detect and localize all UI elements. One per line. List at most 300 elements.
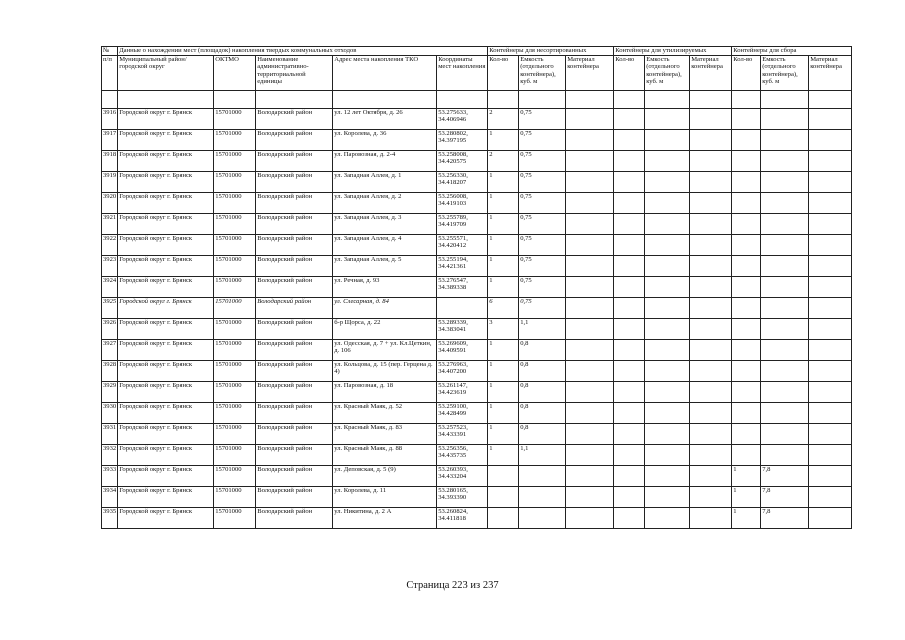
cell-recycle-material (690, 424, 732, 445)
cell-oktmo: 15701000 (214, 487, 256, 508)
cell-recycle-count (614, 403, 645, 424)
header-bulky-containers: Контейнеры для несортированных (488, 47, 614, 56)
cell-municipality: Городской округ г. Брянск (118, 508, 214, 529)
cell-coords: 53.260824, 34.411818 (437, 508, 488, 529)
cell-recycle-material (690, 193, 732, 214)
cell-oktmo: 15701000 (214, 466, 256, 487)
cell-municipality: Городской округ г. Брянск (118, 172, 214, 193)
cell-address: ул. Западная Аллея, д. 5 (333, 256, 437, 277)
cell-municipality: Городской округ г. Брянск (118, 277, 214, 298)
cell-bulky-count: 1 (488, 340, 519, 361)
cell-address: ул. Западная Аллея, д. 3 (333, 214, 437, 235)
cell-bulky-material (566, 130, 614, 151)
cell-oktmo: 15701000 (214, 424, 256, 445)
cell-address: ул. Западная Аллея, д. 2 (333, 193, 437, 214)
cell-collect-count (732, 193, 761, 214)
cell-collect-capacity (761, 382, 809, 403)
table-row (102, 277, 852, 298)
cell-collect-count (732, 109, 761, 130)
cell-oktmo: 15701000 (214, 172, 256, 193)
cell-oktmo: 15701000 (214, 340, 256, 361)
cell-coords: 53.257523, 34.433391 (437, 424, 488, 445)
cell-admin-unit: Володарский район (256, 424, 333, 445)
cell-recycle-count (614, 130, 645, 151)
col-bulky-material: Материал контейнера (566, 56, 614, 91)
cell-collect-count (732, 340, 761, 361)
cell-bulky-capacity: 0,8 (519, 382, 566, 403)
cell-bulky-material (566, 235, 614, 256)
cell-recycle-count (614, 466, 645, 487)
cell-municipality: Городской округ г. Брянск (118, 466, 214, 487)
cell-recycle-count (614, 382, 645, 403)
cell-num: 3922 (102, 235, 118, 256)
cell-address: ул. Красный Маяк, д. 88 (333, 445, 437, 466)
cell-address: ул. Красный Маяк, д. 52 (333, 403, 437, 424)
cell-address: ул. Кольцова, д. 15 (пер. Герцена д. 4) (333, 361, 437, 382)
cell-bulky-material (566, 340, 614, 361)
cell-oktmo: 15701000 (214, 235, 256, 256)
cell-bulky-capacity (519, 508, 566, 529)
cell-num: 3916 (102, 109, 118, 130)
cell-coords: 53.289339, 34.383041 (437, 319, 488, 340)
cell-collect-material (809, 445, 852, 466)
table-row (102, 487, 852, 508)
cell-collect-count (732, 277, 761, 298)
table-row (102, 340, 852, 361)
cell-address: ул. Красный Маяк, д. 83 (333, 424, 437, 445)
cell-oktmo: 15701000 (214, 508, 256, 529)
cell-bulky-material (566, 319, 614, 340)
cell-municipality: Городской округ г. Брянск (118, 298, 214, 319)
cell-bulky-count (488, 508, 519, 529)
cell-coords: 53.256356, 34.435735 (437, 445, 488, 466)
cell-municipality: Городской округ г. Брянск (118, 424, 214, 445)
cell-recycle-material (690, 214, 732, 235)
cell-recycle-material (690, 487, 732, 508)
col-admin-unit: Наименование административно-территориальной единицы (256, 56, 333, 91)
cell-recycle-capacity (645, 361, 690, 382)
cell-collect-material (809, 319, 852, 340)
cell-recycle-material (690, 340, 732, 361)
cell-bulky-count (488, 487, 519, 508)
cell-recycle-capacity (645, 193, 690, 214)
cell-municipality: Городской округ г. Брянск (118, 445, 214, 466)
cell-num: 3931 (102, 424, 118, 445)
cell-admin-unit: Володарский район (256, 361, 333, 382)
col-collect-material: Материал контейнера (809, 56, 852, 91)
cell-collect-capacity (761, 445, 809, 466)
cell-address: ул. Западная Аллея, д. 1 (333, 172, 437, 193)
cell-municipality: Городской округ г. Брянск (118, 361, 214, 382)
cell-collect-count (732, 172, 761, 193)
cell-bulky-capacity: 0,8 (519, 424, 566, 445)
cell-collect-count (732, 319, 761, 340)
cell-address: ул. Королева, д. 11 (333, 487, 437, 508)
cell-collect-material (809, 193, 852, 214)
cell-num: 3929 (102, 382, 118, 403)
cell-collect-capacity (761, 235, 809, 256)
cell-collect-capacity (761, 130, 809, 151)
cell-coords: 53.280802, 34.397195 (437, 130, 488, 151)
cell-admin-unit: Володарский район (256, 319, 333, 340)
cell-recycle-count (614, 340, 645, 361)
cell-admin-unit: Володарский район (256, 256, 333, 277)
cell-bulky-capacity: 0,75 (519, 298, 566, 319)
col-collect-count: Кол-во (732, 56, 761, 91)
cell-oktmo: 15701000 (214, 151, 256, 172)
cell-bulky-material (566, 445, 614, 466)
cell-coords: 53.256330, 34.418207 (437, 172, 488, 193)
cell-collect-capacity (761, 256, 809, 277)
cell-collect-material (809, 508, 852, 529)
cell-collect-material (809, 298, 852, 319)
cell-admin-unit: Володарский район (256, 214, 333, 235)
cell-recycle-count (614, 319, 645, 340)
cell-admin-unit: Володарский район (256, 403, 333, 424)
cell-recycle-material (690, 445, 732, 466)
cell-num: 3925 (102, 298, 118, 319)
cell-collect-count (732, 151, 761, 172)
cell-collect-capacity (761, 403, 809, 424)
cell-oktmo: 15701000 (214, 403, 256, 424)
cell-recycle-count (614, 151, 645, 172)
cell-municipality: Городской округ г. Брянск (118, 487, 214, 508)
cell-coords: 53.276547, 34.389338 (437, 277, 488, 298)
cell-collect-count (732, 382, 761, 403)
cell-admin-unit: Володарский район (256, 340, 333, 361)
cell-bulky-count: 1 (488, 256, 519, 277)
cell-bulky-count: 1 (488, 382, 519, 403)
col-recycle-count: Кол-во (614, 56, 645, 91)
table-row (102, 109, 852, 130)
cell-coords: 53.269609, 34.409591 (437, 340, 488, 361)
header-row-columns (102, 56, 852, 91)
col-recycle-material: Материал контейнера (690, 56, 732, 91)
cell-recycle-capacity (645, 445, 690, 466)
cell-collect-count: 1 (732, 508, 761, 529)
cell-collect-count (732, 424, 761, 445)
table-row (102, 424, 852, 445)
cell-bulky-material (566, 298, 614, 319)
cell-collect-capacity (761, 277, 809, 298)
cell-admin-unit: Володарский район (256, 172, 333, 193)
cell-bulky-capacity (519, 487, 566, 508)
cell-recycle-count (614, 214, 645, 235)
cell-collect-material (809, 277, 852, 298)
cell-address: ул. Слесарная, д. 84 (333, 298, 437, 319)
cell-collect-capacity (761, 340, 809, 361)
cell-bulky-capacity: 0,75 (519, 235, 566, 256)
cell-recycle-material (690, 235, 732, 256)
cell-recycle-capacity (645, 487, 690, 508)
table-row (102, 214, 852, 235)
cell-collect-material (809, 130, 852, 151)
cell-collect-count (732, 298, 761, 319)
header-place-data: Данные о нахождении мест (площадок) накопления твердых коммунальных отходов (118, 47, 488, 56)
table-row (102, 382, 852, 403)
cell-recycle-material (690, 361, 732, 382)
cell-bulky-material (566, 403, 614, 424)
cell-num: 3927 (102, 340, 118, 361)
col-bulky-count: Кол-во (488, 56, 519, 91)
cell-collect-material (809, 256, 852, 277)
cell-collect-count (732, 130, 761, 151)
cell-num: 3930 (102, 403, 118, 424)
cell-num: 3935 (102, 508, 118, 529)
cell-recycle-material (690, 319, 732, 340)
cell-coords: 53.275633, 34.406946 (437, 109, 488, 130)
cell-recycle-capacity (645, 172, 690, 193)
col-oktmo: ОКТМО (214, 56, 256, 91)
cell-recycle-material (690, 466, 732, 487)
cell-bulky-material (566, 277, 614, 298)
cell-collect-material (809, 361, 852, 382)
cell-bulky-count: 1 (488, 130, 519, 151)
cell-num: 3926 (102, 319, 118, 340)
cell-collect-capacity: 7,8 (761, 466, 809, 487)
cell-collect-capacity (761, 109, 809, 130)
page-number: Страница 223 из 237 (406, 580, 499, 591)
cell-recycle-count (614, 235, 645, 256)
cell-oktmo: 15701000 (214, 214, 256, 235)
cell-bulky-capacity: 0,75 (519, 256, 566, 277)
cell-bulky-capacity (519, 466, 566, 487)
cell-num: 3932 (102, 445, 118, 466)
cell-admin-unit: Володарский район (256, 466, 333, 487)
col-address: Адрес места накопления ТКО (333, 56, 437, 91)
cell-recycle-count (614, 424, 645, 445)
table-row (102, 256, 852, 277)
cell-collect-capacity (761, 214, 809, 235)
cell-oktmo: 15701000 (214, 319, 256, 340)
cell-address: ул. Паровозная, д. 18 (333, 382, 437, 403)
cell-municipality: Городской округ г. Брянск (118, 382, 214, 403)
cell-coords: 53.255571, 34.420412 (437, 235, 488, 256)
cell-bulky-material (566, 214, 614, 235)
cell-collect-count (732, 235, 761, 256)
cell-recycle-capacity (645, 151, 690, 172)
cell-bulky-capacity: 0,75 (519, 214, 566, 235)
cell-municipality: Городской округ г. Брянск (118, 340, 214, 361)
table-row (102, 235, 852, 256)
cell-num: 3933 (102, 466, 118, 487)
cell-admin-unit: Володарский район (256, 235, 333, 256)
cell-bulky-count: 1 (488, 445, 519, 466)
cell-coords: 53.260393, 34.433204 (437, 466, 488, 487)
cell-recycle-capacity (645, 256, 690, 277)
cell-num: 3928 (102, 361, 118, 382)
cell-collect-material (809, 172, 852, 193)
table-row (102, 319, 852, 340)
cell-bulky-count (488, 466, 519, 487)
cell-recycle-count (614, 172, 645, 193)
cell-num: 3918 (102, 151, 118, 172)
cell-recycle-material (690, 403, 732, 424)
cell-admin-unit: Володарский район (256, 508, 333, 529)
cell-admin-unit: Володарский район (256, 487, 333, 508)
table-row (102, 193, 852, 214)
cell-admin-unit: Володарский район (256, 277, 333, 298)
waste-sites-table (101, 46, 852, 529)
col-bulky-capacity: Емкость (отдельного контейнера), куб. м (519, 56, 566, 91)
cell-bulky-capacity: 1,1 (519, 319, 566, 340)
cell-recycle-material (690, 172, 732, 193)
cell-recycle-capacity (645, 109, 690, 130)
cell-municipality: Городской округ г. Брянск (118, 403, 214, 424)
cell-recycle-count (614, 277, 645, 298)
cell-address: ул. Речная, д. 93 (333, 277, 437, 298)
cell-bulky-material (566, 487, 614, 508)
cell-admin-unit: Володарский район (256, 130, 333, 151)
cell-collect-capacity (761, 361, 809, 382)
header-recycle-containers: Контейнеры для утилизируемых (614, 47, 732, 56)
cell-recycle-material (690, 298, 732, 319)
cell-collect-count (732, 361, 761, 382)
cell-recycle-material (690, 151, 732, 172)
cell-coords: 53.276963, 34.407200 (437, 361, 488, 382)
cell-oktmo: 15701000 (214, 298, 256, 319)
cell-oktmo: 15701000 (214, 256, 256, 277)
header-spacer-row (102, 91, 852, 109)
cell-recycle-count (614, 445, 645, 466)
cell-bulky-count: 1 (488, 193, 519, 214)
cell-recycle-count (614, 487, 645, 508)
cell-num: 3917 (102, 130, 118, 151)
cell-collect-material (809, 340, 852, 361)
cell-collect-count (732, 214, 761, 235)
table-row (102, 298, 852, 319)
cell-bulky-count: 1 (488, 277, 519, 298)
table-row (102, 172, 852, 193)
cell-bulky-count: 1 (488, 214, 519, 235)
cell-collect-material (809, 466, 852, 487)
cell-municipality: Городской округ г. Брянск (118, 319, 214, 340)
cell-bulky-count: 1 (488, 172, 519, 193)
cell-bulky-capacity: 0,75 (519, 151, 566, 172)
cell-address: ул. Западная Аллея, д. 4 (333, 235, 437, 256)
cell-coords: 53.255789, 34.419709 (437, 214, 488, 235)
cell-recycle-count (614, 298, 645, 319)
cell-oktmo: 15701000 (214, 445, 256, 466)
cell-bulky-material (566, 256, 614, 277)
cell-bulky-capacity: 0,8 (519, 403, 566, 424)
cell-recycle-capacity (645, 424, 690, 445)
cell-bulky-count: 2 (488, 151, 519, 172)
cell-bulky-count: 3 (488, 319, 519, 340)
cell-oktmo: 15701000 (214, 130, 256, 151)
col-coords: Координаты мест накопления (437, 56, 488, 91)
cell-coords: 53.261147, 34.423619 (437, 382, 488, 403)
cell-coords: 53.258008, 34.420575 (437, 151, 488, 172)
cell-collect-capacity (761, 193, 809, 214)
cell-coords: 53.280165, 34.393390 (437, 487, 488, 508)
cell-address: ул. Королева, д. 36 (333, 130, 437, 151)
cell-collect-material (809, 424, 852, 445)
cell-address: б-р Щорса, д. 22 (333, 319, 437, 340)
cell-recycle-capacity (645, 466, 690, 487)
cell-bulky-count: 2 (488, 109, 519, 130)
cell-bulky-count: 1 (488, 235, 519, 256)
cell-collect-count (732, 256, 761, 277)
cell-municipality: Городской округ г. Брянск (118, 256, 214, 277)
table-row (102, 445, 852, 466)
cell-bulky-capacity: 0,75 (519, 130, 566, 151)
cell-coords: 53.259100, 34.428499 (437, 403, 488, 424)
cell-num: 3921 (102, 214, 118, 235)
cell-collect-capacity: 7,8 (761, 487, 809, 508)
cell-recycle-material (690, 382, 732, 403)
cell-bulky-material (566, 172, 614, 193)
col-num: п/п (102, 56, 118, 91)
cell-bulky-material (566, 151, 614, 172)
cell-recycle-material (690, 277, 732, 298)
cell-collect-capacity (761, 424, 809, 445)
cell-recycle-capacity (645, 403, 690, 424)
cell-municipality: Городской округ г. Брянск (118, 109, 214, 130)
table-row (102, 361, 852, 382)
cell-bulky-material (566, 424, 614, 445)
cell-oktmo: 15701000 (214, 193, 256, 214)
table-row (102, 403, 852, 424)
cell-coords: 53.255194, 34.421361 (437, 256, 488, 277)
cell-bulky-capacity: 0,75 (519, 109, 566, 130)
cell-bulky-material (566, 382, 614, 403)
cell-recycle-capacity (645, 235, 690, 256)
cell-bulky-capacity: 0,8 (519, 340, 566, 361)
header-collect-containers: Контейнеры для сбора (732, 47, 852, 56)
cell-recycle-capacity (645, 508, 690, 529)
cell-recycle-count (614, 109, 645, 130)
table-row (102, 466, 852, 487)
cell-bulky-capacity: 0,8 (519, 361, 566, 382)
cell-oktmo: 15701000 (214, 382, 256, 403)
cell-address: ул. Никитина, д. 2 А (333, 508, 437, 529)
header-row-top (102, 47, 852, 56)
cell-coords (437, 298, 488, 319)
cell-bulky-material (566, 466, 614, 487)
cell-recycle-capacity (645, 214, 690, 235)
cell-oktmo: 15701000 (214, 109, 256, 130)
cell-municipality: Городской округ г. Брянск (118, 235, 214, 256)
cell-collect-count (732, 403, 761, 424)
cell-bulky-material (566, 193, 614, 214)
cell-bulky-count: 1 (488, 361, 519, 382)
cell-admin-unit: Володарский район (256, 298, 333, 319)
cell-bulky-count: 1 (488, 403, 519, 424)
cell-num: 3923 (102, 256, 118, 277)
cell-recycle-count (614, 508, 645, 529)
cell-municipality: Городской округ г. Брянск (118, 151, 214, 172)
cell-recycle-capacity (645, 382, 690, 403)
cell-admin-unit: Володарский район (256, 382, 333, 403)
cell-collect-material (809, 109, 852, 130)
cell-recycle-capacity (645, 319, 690, 340)
col-recycle-capacity: Емкость (отдельного контейнера), куб. м (645, 56, 690, 91)
cell-collect-count: 1 (732, 487, 761, 508)
cell-admin-unit: Володарский район (256, 151, 333, 172)
cell-collect-material (809, 487, 852, 508)
cell-municipality: Городской округ г. Брянск (118, 193, 214, 214)
cell-recycle-count (614, 361, 645, 382)
header-num: № (102, 47, 118, 56)
table-row (102, 130, 852, 151)
cell-recycle-capacity (645, 298, 690, 319)
cell-collect-capacity (761, 151, 809, 172)
cell-address: ул. Одесская, д. 7 + ул. Кл.Цеткин, д. 106 (333, 340, 437, 361)
cell-bulky-count: 6 (488, 298, 519, 319)
cell-num: 3919 (102, 172, 118, 193)
cell-recycle-material (690, 130, 732, 151)
